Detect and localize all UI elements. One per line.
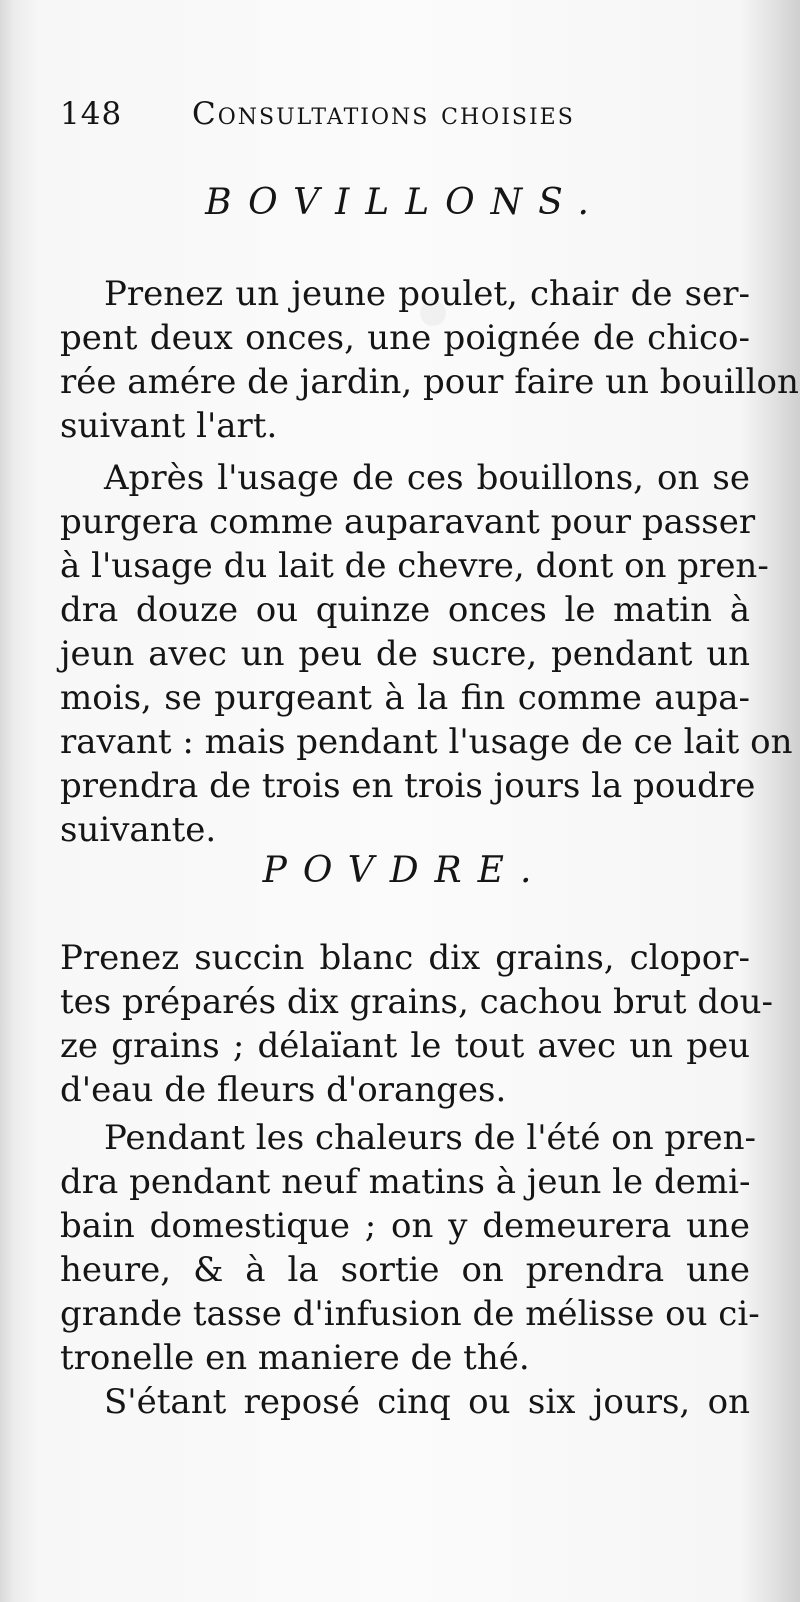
text-line: mois, se purgeant à la fin comme aupa- <box>60 678 750 718</box>
text-line: ze grains ; délaïant le tout avec un peu <box>60 1026 750 1066</box>
text-line: tes préparés dix grains, cachou brut dou- <box>60 982 774 1022</box>
text-line: bain domestique ; on y demeurera une <box>60 1206 750 1246</box>
text-line: heure, & à la sortie on prendra une <box>60 1250 750 1290</box>
text-line: Après l'usage de ces bouillons, on se <box>104 458 750 498</box>
paragraph <box>60 1380 750 1424</box>
text-line: tronelle en maniere de thé. <box>60 1338 530 1378</box>
text-line: suivante. <box>60 810 217 850</box>
text-line: jeun avec un peu de sucre, pendant un <box>60 634 750 674</box>
running-head: Consultations choisies <box>192 96 575 132</box>
paragraph <box>60 1116 760 1380</box>
section-title-poudre: POVDRE. <box>262 850 548 891</box>
paragraph <box>60 272 799 448</box>
paragraph <box>60 936 774 1112</box>
text-line: Prenez succin blanc dix grains, clopor- <box>60 938 750 978</box>
text-line: d'eau de fleurs d'oranges. <box>60 1070 507 1110</box>
page-header <box>60 96 750 146</box>
text-line: S'étant reposé cinq ou six jours, on <box>104 1382 750 1422</box>
text-line: ravant : mais pendant l'usage de ce lait on <box>60 722 793 762</box>
text-line: Prenez un jeune poulet, chair de ser- <box>104 274 750 314</box>
text-line: grande tasse d'infusion de mélisse ou ci- <box>60 1294 760 1334</box>
text-line: suivant l'art. <box>60 406 278 446</box>
text-line: prendra de trois en trois jours la poudre <box>60 766 756 806</box>
page-number: 148 <box>60 96 123 132</box>
text-line: à l'usage du lait de chevre, dont on pren- <box>60 546 769 586</box>
paragraph <box>60 456 793 852</box>
section-title-bouillons: BOVILLONS. <box>205 182 605 223</box>
text-line: purgera comme auparavant pour passer <box>60 502 756 542</box>
text-line: Pendant les chaleurs de l'été on pren- <box>104 1118 756 1158</box>
text-line: dra douze ou quinze onces le matin à <box>60 590 750 630</box>
text-line: dra pendant neuf matins à jeun le demi- <box>60 1162 751 1202</box>
text-line: rée amére de jardin, pour faire un bouillon <box>60 362 799 402</box>
text-line: pent deux onces, une poignée de chico- <box>60 318 750 358</box>
